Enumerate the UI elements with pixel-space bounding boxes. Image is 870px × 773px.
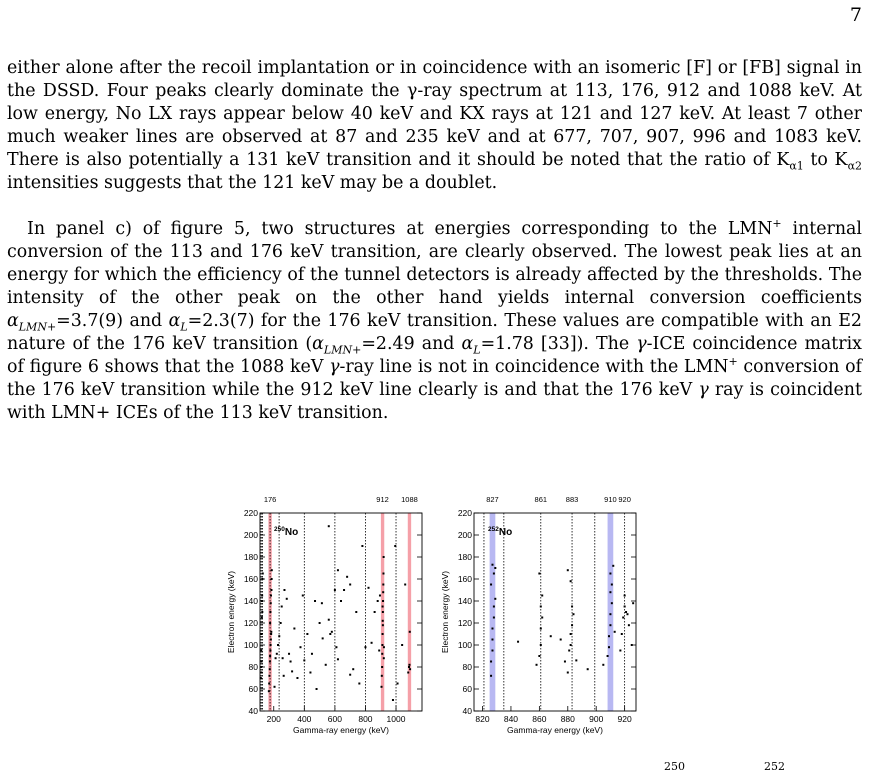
coincidence-point — [538, 655, 540, 657]
coincidence-point — [269, 661, 271, 663]
coincidence-point — [383, 556, 385, 558]
coincidence-point — [491, 564, 493, 566]
coincidence-point — [316, 688, 318, 690]
coincidence-point — [269, 650, 271, 652]
coincidence-point — [408, 664, 410, 666]
coincidence-point — [381, 653, 383, 655]
x-tick-label: 400 — [297, 714, 312, 724]
coincidence-point — [328, 525, 330, 527]
coincidence-point — [493, 606, 495, 608]
x-tick-label: 840 — [503, 714, 519, 724]
coincidence-point — [572, 613, 574, 615]
coincidence-point — [609, 573, 611, 575]
coincidence-point — [260, 672, 262, 674]
p2-sup-1: + — [772, 217, 782, 231]
gate-energy-label: 176 — [263, 495, 277, 504]
coincidence-point — [270, 633, 272, 635]
gate-energy-label: 1088 — [401, 495, 418, 504]
coincidence-point — [261, 578, 263, 580]
coincidence-point — [286, 598, 288, 600]
p2-sub-l-2: L — [473, 343, 481, 357]
coincidence-point — [621, 633, 623, 635]
coincidence-point — [269, 668, 271, 670]
coincidence-point — [614, 631, 616, 633]
coincidence-point — [358, 683, 360, 685]
x-tick-label: 900 — [589, 714, 604, 724]
p2-gamma-3: γ — [698, 380, 709, 400]
coincidence-point — [628, 624, 630, 626]
p1-text: either alone after the recoil implantation or in coincidence with an isomeric [F] or [FB] signal in the DSSD. Four peaks clearly dominate the γ-ray spectrum at 113, 176, 912 and 1088 keV. At low energy, No LX rays appear below 40 keV and KX rays at 121 and 127 keV. At least 7 other much weaker lines are observed at 87 and 235 keV and at 677, 707, 907, 996 and 1083 keV. There is also potentially a 131 keV transition and it should be noted that the ratio of K — [7, 58, 862, 170]
p2-sub-lmn-1: LMN+ — [18, 320, 57, 334]
coincidence-point — [334, 589, 336, 591]
coincidence-point — [540, 644, 542, 646]
nucleus-symbol: No — [284, 527, 299, 538]
x-tick-label: 200 — [266, 714, 281, 724]
coincidence-point — [382, 624, 384, 626]
coincidence-point — [331, 631, 333, 633]
coincidence-point — [493, 573, 495, 575]
coincidence-point — [290, 661, 292, 663]
y-tick-label: 60 — [248, 684, 258, 694]
coincidence-point — [270, 589, 272, 591]
coincidence-point — [568, 650, 570, 652]
p2-s4: =2.3(7) for the 176 keV transition. These values are compatible with an E2 nature of the 176 keV transition ( — [7, 311, 862, 354]
p1-end: intensities suggests that the 121 keV may be a doublet. — [7, 173, 498, 193]
coincidence-point — [382, 584, 384, 586]
y-tick-label: 220 — [243, 508, 258, 518]
coincidence-point — [381, 675, 383, 677]
coincidence-point — [296, 677, 298, 679]
nucleus-label — [274, 526, 298, 538]
coincidence-point — [567, 672, 569, 674]
coincidence-point — [381, 666, 383, 668]
coincidence-point — [337, 658, 339, 660]
coincidence-point — [624, 595, 626, 597]
coincidence-point — [355, 611, 357, 613]
coincidence-point — [271, 578, 273, 580]
coincidence-point — [340, 600, 342, 602]
coincidence-point — [619, 650, 621, 652]
nucleus-symbol: No — [498, 527, 513, 538]
p1-mid: to K — [803, 150, 848, 170]
coincidence-point — [609, 613, 611, 615]
page-number: 7 — [849, 4, 862, 26]
x-tick-label: 800 — [358, 714, 373, 724]
y-axis-label: Electron energy (keV) — [440, 570, 450, 654]
coincidence-point — [631, 644, 633, 646]
y-tick-label: 220 — [457, 508, 472, 518]
highlight-band — [490, 513, 496, 711]
coincidence-point — [306, 633, 308, 635]
coincidence-point — [283, 589, 285, 591]
coincidence-point — [278, 635, 280, 637]
coincidence-point — [268, 683, 270, 685]
nucleus-mass: 250 — [274, 526, 285, 533]
coincidence-point — [541, 617, 543, 619]
x-tick-label: 920 — [617, 714, 632, 724]
coincidence-point — [570, 580, 572, 582]
coincidence-point — [361, 545, 363, 547]
coincidence-point — [291, 670, 293, 672]
coincidence-point — [611, 602, 613, 604]
coincidence-point — [302, 595, 304, 597]
coincidence-point — [626, 613, 628, 615]
coincidence-point — [364, 646, 366, 648]
coincidence-point — [394, 545, 396, 547]
coincidence-point — [607, 655, 609, 657]
coincidence-point — [270, 602, 272, 604]
coincidence-point — [343, 589, 345, 591]
coincidence-point — [624, 606, 626, 608]
coincidence-point — [269, 622, 271, 624]
y-tick-label: 160 — [457, 574, 472, 584]
footnote-fragment-right: 252 — [764, 760, 785, 773]
coincidence-point — [622, 617, 624, 619]
coincidence-point — [260, 650, 262, 652]
coincidence-point — [408, 666, 410, 668]
y-tick-label: 40 — [248, 706, 258, 716]
coincidence-point — [280, 622, 282, 624]
coincidence-point — [271, 569, 273, 571]
figure-6 — [220, 488, 640, 738]
gate-energy-label: 883 — [565, 495, 579, 504]
coincidence-point — [371, 642, 373, 644]
coincidence-point — [540, 606, 542, 608]
y-tick-label: 180 — [457, 552, 472, 562]
y-tick-label: 180 — [243, 552, 258, 562]
coincidence-point — [383, 657, 385, 659]
gate-energy-label: 912 — [376, 495, 389, 504]
coincidence-point — [491, 628, 493, 630]
x-axis-label: Gamma-ray energy (keV) — [293, 725, 389, 735]
coincidence-point — [309, 672, 311, 674]
highlight-band — [608, 513, 614, 711]
p2-gamma-2: γ — [329, 357, 340, 377]
p2-sub-lmn-2: LMN+ — [323, 343, 362, 357]
coincidence-point — [383, 646, 385, 648]
coincidence-point — [490, 584, 492, 586]
coincidence-point — [382, 600, 384, 602]
gate-energy-label: 861 — [534, 495, 548, 504]
chart-panel-0 — [226, 495, 422, 735]
chart-panel-1 — [440, 495, 636, 735]
plot-frame — [260, 513, 422, 711]
x-tick-label: 880 — [560, 714, 575, 724]
paragraph-1 — [7, 57, 862, 195]
y-tick-label: 160 — [243, 574, 258, 584]
gate-energy-label: 920 — [618, 495, 631, 504]
coincidence-point — [293, 628, 295, 630]
coincidence-point — [321, 602, 323, 604]
coincidence-point — [541, 595, 543, 597]
p2-s2: internal conversion of the 113 and 176 keV transition, are clearly observed. The lowest peak lies at an energy for which the efficiency of the tunnel detectors is already affected by the thresholds. The intensity of the other peak on the other hand yields internal conversion coefficients — [7, 219, 862, 308]
p2-s5: =2.49 and — [361, 334, 462, 354]
coincidence-point — [602, 664, 604, 666]
coincidence-point — [379, 595, 381, 597]
coincidence-point — [349, 584, 351, 586]
coincidence-point — [300, 646, 302, 648]
paragraph-2 — [7, 218, 862, 425]
coincidence-point — [536, 664, 538, 666]
p2-s9: conversion of the 176 keV transition while the 912 keV line clearly is and that the 176 keV — [7, 357, 862, 400]
p2-s8: -ray line is not in coincidence with the LMN — [339, 357, 729, 377]
coincidence-point — [570, 633, 572, 635]
coincidence-point — [550, 635, 552, 637]
coincidence-point — [261, 595, 263, 597]
x-tick-label: 600 — [327, 714, 342, 724]
coincidence-point — [368, 587, 370, 589]
coincidence-point — [270, 639, 272, 641]
coincidence-point — [260, 666, 262, 668]
coincidence-point — [346, 576, 348, 578]
coincidence-point — [288, 653, 290, 655]
coincidence-point — [269, 611, 271, 613]
coincidence-point — [493, 617, 495, 619]
coincidence-point — [349, 674, 351, 676]
coincidence-point — [382, 620, 384, 622]
coincidence-point — [303, 659, 305, 661]
coincidence-point — [260, 677, 262, 679]
coincidence-point — [276, 653, 278, 655]
y-tick-label: 140 — [243, 596, 258, 606]
coincidence-point — [491, 639, 493, 641]
coincidence-point — [609, 624, 611, 626]
coincidence-point — [608, 635, 610, 637]
p2-sup-2: + — [728, 355, 738, 369]
nucleus-mass: 252 — [488, 526, 499, 533]
coincidence-point — [404, 584, 406, 586]
coincidence-point — [397, 683, 399, 685]
coincidence-point — [261, 600, 263, 602]
coincidence-point — [611, 584, 613, 586]
y-tick-label: 200 — [457, 530, 472, 540]
coincidence-point — [609, 591, 611, 593]
coincidence-point — [625, 611, 627, 613]
p2-alpha-3: α — [312, 334, 324, 354]
gate-energy-label: 827 — [486, 495, 499, 504]
coincidence-point — [268, 675, 270, 677]
coincidence-point — [274, 686, 276, 688]
coincidence-point — [407, 672, 409, 674]
gate-energy-label: 910 — [604, 495, 617, 504]
x-axis-label: Gamma-ray energy (keV) — [507, 725, 603, 735]
x-tick-label: 860 — [532, 714, 547, 724]
coincidence-point — [261, 617, 263, 619]
x-tick-label: 1000 — [386, 714, 406, 724]
coincidence-point — [608, 646, 610, 648]
x-tick-label: 820 — [475, 714, 490, 724]
coincidence-point — [277, 644, 279, 646]
coincidence-point — [517, 641, 519, 643]
coincidence-point — [575, 659, 577, 661]
coincidence-point — [540, 628, 542, 630]
coincidence-point — [352, 668, 354, 670]
gamma-ice-coincidence-figure — [220, 488, 640, 738]
coincidence-point — [377, 600, 379, 602]
coincidence-point — [311, 653, 313, 655]
y-axis-label: Electron energy (keV) — [226, 570, 236, 654]
coincidence-point — [381, 686, 383, 688]
coincidence-point — [382, 591, 384, 593]
y-tick-label: 140 — [457, 596, 472, 606]
coincidence-point — [328, 619, 330, 621]
coincidence-point — [382, 573, 384, 575]
coincidence-point — [378, 650, 380, 652]
coincidence-point — [269, 655, 271, 657]
coincidence-point — [491, 650, 493, 652]
coincidence-point — [283, 675, 285, 677]
coincidence-point — [337, 569, 339, 571]
y-tick-label: 120 — [243, 618, 258, 628]
coincidence-point — [401, 644, 403, 646]
coincidence-point — [392, 699, 394, 701]
p2-alpha-4: α — [461, 334, 474, 354]
coincidence-point — [382, 633, 384, 635]
p1-sub-1: α1 — [789, 159, 804, 173]
coincidence-point — [261, 611, 263, 613]
y-tick-label: 120 — [457, 618, 472, 628]
coincidence-point — [329, 633, 331, 635]
coincidence-point — [494, 567, 496, 569]
coincidence-point — [262, 573, 264, 575]
y-tick-label: 60 — [462, 684, 472, 694]
coincidence-point — [322, 637, 324, 639]
coincidence-point — [335, 646, 337, 648]
coincidence-point — [571, 624, 573, 626]
coincidence-point — [275, 657, 277, 659]
coincidence-point — [587, 668, 589, 670]
y-tick-label: 80 — [462, 662, 472, 672]
p2-sub-l-1: L — [180, 320, 188, 334]
p2-alpha-1: α — [7, 311, 19, 331]
p2-alpha-2: α — [168, 311, 181, 331]
coincidence-point — [374, 611, 376, 613]
p2-gamma-1: γ — [636, 334, 647, 354]
coincidence-point — [282, 657, 284, 659]
coincidence-point — [261, 661, 263, 663]
coincidence-point — [281, 606, 283, 608]
p2-s10: ray is coincident with LMN+ ICEs of the 113 keV transition. — [7, 380, 862, 423]
coincidence-point — [538, 573, 540, 575]
coincidence-point — [612, 565, 614, 567]
coincidence-point — [314, 600, 316, 602]
coincidence-point — [325, 664, 327, 666]
p2-s7: -ICE coincidence matrix of figure 6 shows that the 1088 keV — [7, 334, 862, 377]
coincidence-point — [381, 644, 383, 646]
y-tick-label: 40 — [462, 706, 472, 716]
coincidence-point — [490, 661, 492, 663]
coincidence-point — [270, 595, 272, 597]
coincidence-point — [571, 606, 573, 608]
y-tick-label: 100 — [457, 640, 472, 650]
p2-s3: =3.7(9) and — [56, 311, 169, 331]
coincidence-point — [409, 631, 411, 633]
coincidence-point — [567, 569, 569, 571]
footnote-fragment-left: 250 — [664, 760, 685, 773]
p2-s6: =1.78 [33]). The — [480, 334, 637, 354]
coincidence-point — [319, 622, 321, 624]
coincidence-point — [570, 644, 572, 646]
highlight-band — [408, 513, 411, 711]
coincidence-point — [632, 602, 634, 604]
y-tick-label: 100 — [243, 640, 258, 650]
coincidence-point — [270, 631, 272, 633]
coincidence-point — [564, 661, 566, 663]
p1-sub-2: α2 — [847, 159, 862, 173]
y-tick-label: 200 — [243, 530, 258, 540]
y-tick-label: 80 — [248, 662, 258, 672]
coincidence-point — [409, 668, 411, 670]
coincidence-point — [494, 598, 496, 600]
coincidence-point — [268, 690, 270, 692]
coincidence-point — [270, 644, 272, 646]
coincidence-point — [560, 639, 562, 641]
coincidence-point — [382, 611, 384, 613]
coincidence-point — [490, 675, 492, 677]
p2-s1: In panel c) of figure 5, two structures at energies corresponding to the LMN — [27, 219, 773, 239]
coincidence-point — [382, 606, 384, 608]
coincidence-point — [261, 633, 263, 635]
